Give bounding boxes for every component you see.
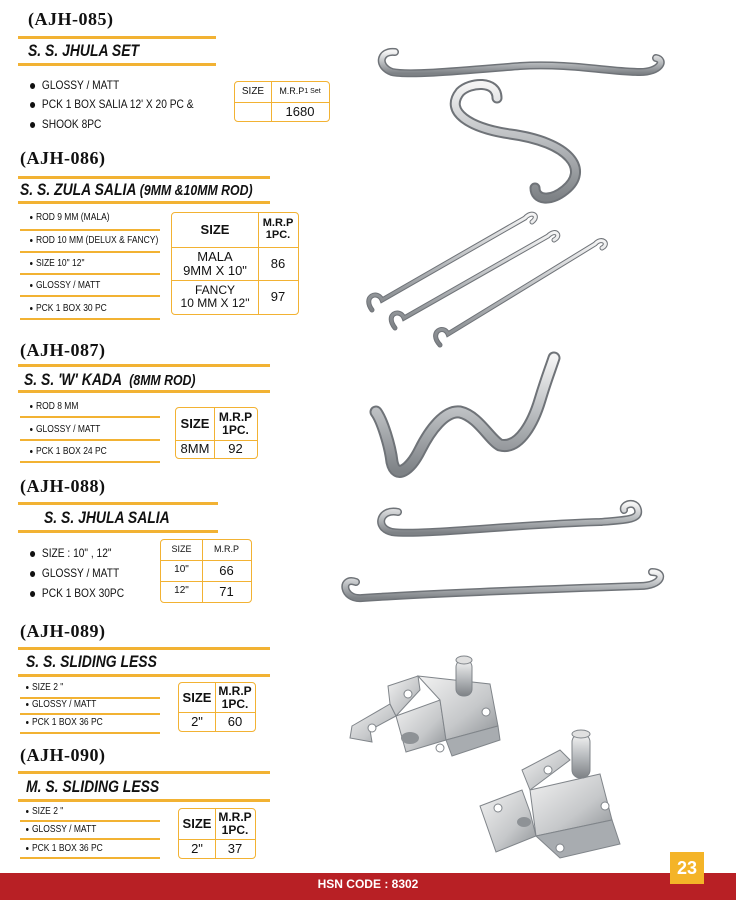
bullet-item: GLOSSY / MATT [30, 78, 119, 92]
table-cell-size: 10" [174, 564, 189, 576]
bullet-item: SHOOK 8PC [30, 117, 101, 131]
bullet-item: SIZE : 10" , 12" [30, 546, 112, 560]
table-cell-size: 8MM [180, 441, 210, 457]
table-cell-mrp: 66 [219, 562, 234, 578]
bullet-item: PCK 1 BOX SALIA 12' X 20 PC & [30, 97, 194, 111]
table-header-size: SIZE [180, 416, 210, 432]
ms-sliding-lock-image [480, 730, 620, 858]
table-cell-size: MALA 9MM X 10" [183, 248, 247, 278]
table-header-mrp: M.R.P 1PC. [262, 217, 294, 241]
table-header-mrp: M.R.P 1PC. [218, 810, 252, 837]
bullet-item: ROD 9 MM (MALA) [30, 212, 110, 223]
product-title-ajh-089: S. S. SLIDING LESS [26, 652, 157, 671]
bullet-item: GLOSSY / MATT [30, 280, 100, 291]
table-header-size: SIZE [200, 222, 230, 238]
product-code-ajh-090: (AJH-090) [20, 745, 106, 765]
bullet-item: ROD 8 MM [30, 401, 78, 412]
product-code-ajh-085: (AJH-085) [28, 9, 114, 29]
bullet-item: GLOSSY / MATT [30, 566, 119, 580]
bullet-item: ROD 10 MM (DELUX & FANCY) [30, 235, 158, 246]
product-code-ajh-087: (AJH-087) [20, 340, 106, 360]
bullet-item: PCK 1 BOX 24 PC [30, 446, 107, 457]
bullet-item: GLOSSY / MATT [26, 824, 96, 835]
bullet-item: PCK 1 BOX 36 PC [26, 843, 103, 854]
zula-salia-rods-image [369, 214, 606, 345]
table-cell-mrp: 60 [227, 713, 243, 729]
ss-sliding-lock-image [350, 656, 500, 756]
bullet-item: GLOSSY / MATT [26, 699, 96, 710]
w-kada-image [376, 358, 554, 471]
product-title-ajh-085: S. S. JHULA SET [28, 41, 140, 60]
bullet-item: PCK 1 BOX 36 PC [26, 717, 103, 728]
table-cell-mrp: 97 [270, 289, 286, 305]
table-cell-mrp: 37 [227, 840, 243, 856]
product-title-ajh-088: S. S. JHULA SALIA [44, 508, 170, 527]
product-code-ajh-088: (AJH-088) [20, 476, 106, 496]
bullet-item: SIZE 2 " [26, 806, 63, 817]
table-header-mrp: M.R.P 1PC. [218, 683, 252, 711]
product-code-ajh-089: (AJH-089) [20, 621, 106, 641]
table-cell-mrp: 86 [270, 255, 286, 271]
bullet-item: PCK 1 BOX 30PC [30, 586, 124, 600]
jhula-salia-image [345, 504, 660, 598]
table-cell-size: 12" [174, 585, 189, 597]
table-cell-mrp: 1680 [285, 103, 315, 119]
table-header-size: SIZE [241, 85, 265, 97]
product-title-ajh-086: S. S. ZULA SALIA (9MM &10MM ROD) [20, 180, 253, 199]
table-cell-size: FANCY 10 MM X 12" [180, 283, 250, 310]
page-number: 23 [670, 852, 704, 884]
jhula-set-hook-rod-image [382, 52, 661, 73]
product-title-ajh-087: S. S. 'W' KADA (8MM ROD) [24, 370, 196, 389]
bullet-item: SIZE 2 " [26, 682, 63, 693]
table-cell-mrp: 71 [219, 583, 234, 599]
bullet-item: GLOSSY / MATT [30, 424, 100, 435]
jhula-set-s-hook-image [455, 84, 575, 198]
table-header-mrp: M.R.P [213, 544, 239, 555]
table-cell-size: 2" [191, 713, 203, 729]
table-header-size: SIZE [171, 544, 192, 555]
bullet-item: SIZE 10" 12" [30, 258, 85, 269]
table-cell-size: 2" [191, 840, 203, 856]
hsn-code: HSN CODE : 8302 [317, 877, 419, 891]
table-header-size: SIZE [182, 816, 212, 832]
table-cell-mrp: 92 [228, 441, 243, 457]
table-header-mrp: M.R.P 1PC. [218, 410, 253, 437]
product-code-ajh-086: (AJH-086) [20, 148, 106, 168]
table-header-mrp: M.R.P 1 Set [279, 86, 321, 97]
product-title-ajh-090: M. S. SLIDING LESS [26, 777, 160, 796]
table-header-size: SIZE [182, 689, 212, 705]
bullet-item: PCK 1 BOX 30 PC [30, 303, 107, 314]
